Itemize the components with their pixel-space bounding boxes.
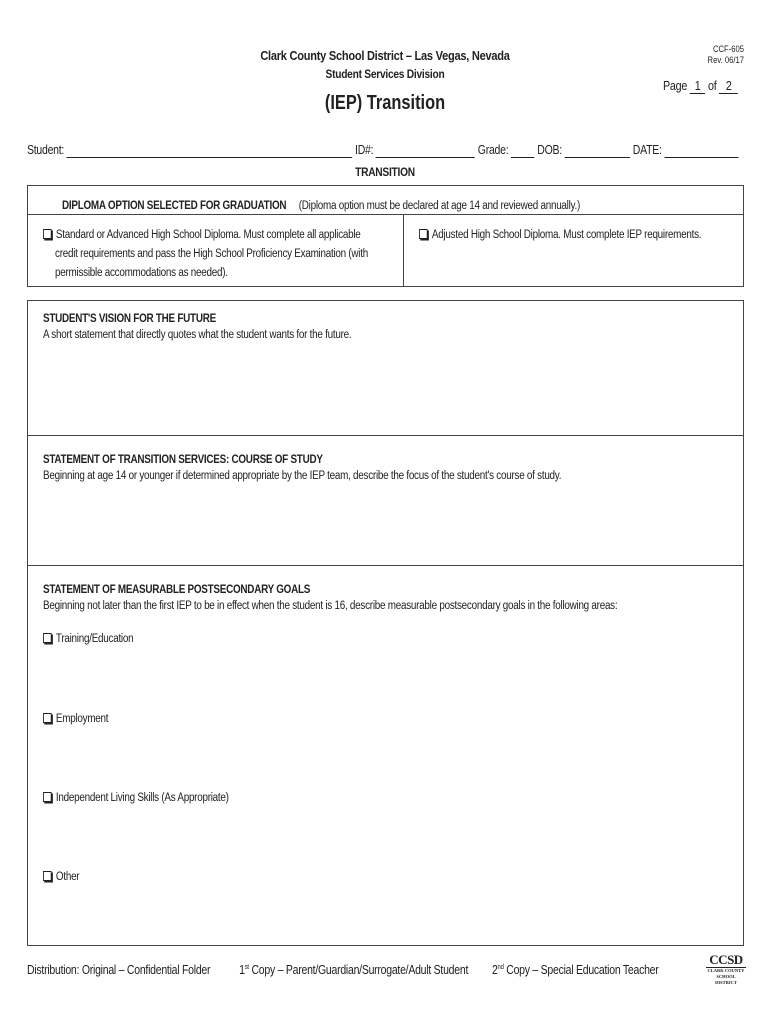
page-of-label: of [708,79,717,93]
course-of-study-description: Beginning at age 14 or younger if determined appropriate by the IEP team, describe the focus of the student's course of study. [43,470,562,482]
page-label: Page [663,79,688,93]
course-of-study-section [43,454,561,482]
course-of-study-response-area[interactable] [36,494,736,560]
divider [27,565,744,566]
option-standard-line-2: credit requirements and pass the High School Proficiency Examination (with [55,248,368,260]
goal-employment[interactable] [43,713,108,725]
goal-label: Other [55,871,80,883]
checkbox-icon[interactable] [43,229,52,239]
divider [403,214,404,287]
date-field[interactable] [664,143,738,158]
checkbox-icon[interactable] [43,792,52,802]
diploma-heading: DIPLOMA OPTION SELECTED FOR GRADUATION [62,200,287,212]
page-title: (IEP) Transition [324,92,446,114]
distribution-copy-1: 1st Copy – Parent/Guardian/Surrogate/Adult Student [239,963,469,977]
course-of-study-heading: STATEMENT OF TRANSITION SERVICES: COURSE OF STUDY [43,454,323,466]
distribution-line [27,963,659,977]
checkbox-icon[interactable] [43,633,52,643]
goal-other[interactable] [43,871,79,883]
option-standard-diploma[interactable] [43,226,368,283]
logo-mark: CCSD [706,952,746,968]
student-label: Student: [27,143,65,157]
checkbox-icon[interactable] [419,229,428,239]
goals-section [43,584,617,612]
page-total: 2 [719,79,738,94]
dob-field[interactable] [565,143,631,158]
vision-response-area[interactable] [36,352,736,430]
goal-training-education[interactable] [43,633,133,645]
section-heading: TRANSITION [355,165,415,179]
option-standard-line-1 [43,226,368,245]
district-name: Clark County School District – Las Vegas, Nevada [260,48,510,63]
dob-label: DOB: [537,143,562,157]
id-field[interactable] [376,143,475,158]
form-code: CCF-605 [712,44,744,54]
diploma-note: (Diploma option must be declared at age 14 and reviewed annually.) [298,200,581,212]
goal-independent-living[interactable] [43,792,229,804]
student-field[interactable] [67,143,353,158]
logo-line-1: CLARK COUNTY [707,968,745,973]
division-name: Student Services Division [325,67,445,81]
vision-section [43,313,351,341]
checkbox-icon[interactable] [43,871,52,881]
distribution-copy-2: 2nd Copy – Special Education Teacher [491,963,659,977]
date-label: DATE: [632,143,662,157]
ccsd-logo [706,952,746,986]
grade-field[interactable] [511,143,535,158]
checkbox-icon[interactable] [43,713,52,723]
goal-label: Independent Living Skills (As Appropriate) [55,792,229,804]
option-adjusted-diploma[interactable] [419,226,701,245]
grade-label: Grade: [477,143,509,157]
form-code-block [690,44,744,66]
distribution-original: Distribution: Original – Confidential Folder [27,963,211,977]
option-adjusted-text: Adjusted High School Diploma. Must complete IEP requirements. [431,229,702,241]
logo-line-2: SCHOOL DISTRICT [715,974,737,985]
goals-description: Beginning not later than the first IEP to be in effect when the student is 16, describe measurable postsecondary goals in the following areas: [43,600,618,612]
student-info-line [27,143,738,158]
option-standard-line-3: permissible accommodations as needed). [55,267,228,279]
diploma-heading-row [62,200,580,212]
form-revision: Rev. 06/17 [707,55,744,65]
divider [27,435,744,436]
vision-description: A short statement that directly quotes what the student wants for the future. [43,329,352,341]
divider [27,214,744,215]
goals-heading: STATEMENT OF MEASURABLE POSTSECONDARY GOALS [43,584,311,596]
id-label: ID#: [355,143,374,157]
goal-label: Training/Education [55,633,134,645]
page-indicator [663,79,738,94]
vision-heading: STUDENT'S VISION FOR THE FUTURE [43,313,216,325]
page-number: 1 [690,79,705,94]
option-standard-text: Standard or Advanced High School Diploma. Must complete all applicable [55,229,361,241]
goal-label: Employment [55,713,109,725]
